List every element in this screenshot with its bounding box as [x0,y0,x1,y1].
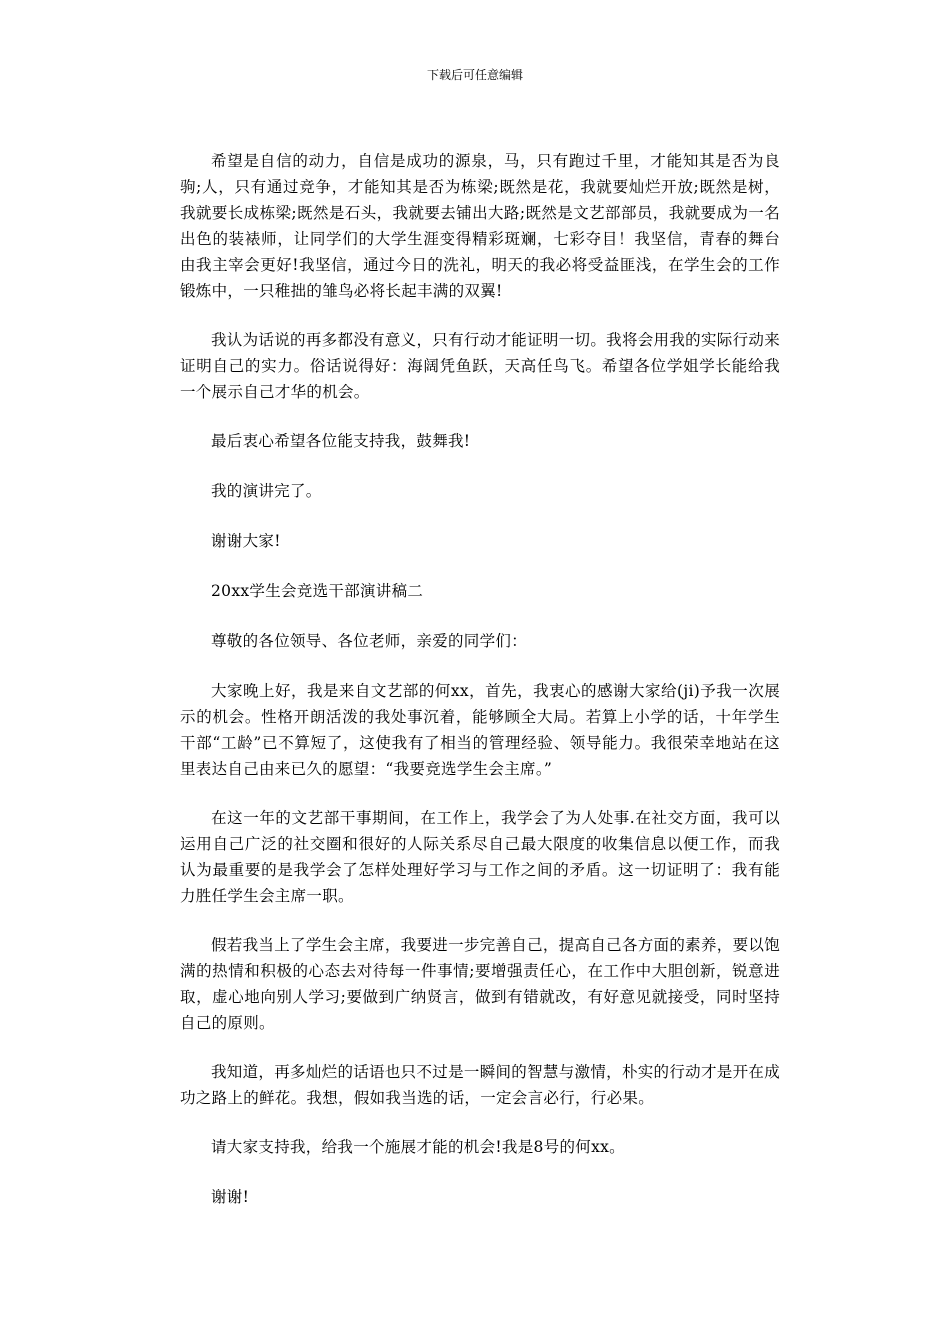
paragraph-hope: 希望是自信的动力，自信是成功的源泉，马，只有跑过千里，才能知其是否为良驹;人，只有通过竞争，才能知其是否为栋梁;既然是花，我就要灿烂开放;既然是树，我就要长成栋梁;既然是石头，我就要去铺出大路;既然是文艺部部员，我就要成为一名出色的装裱师，让同学们的大学生涯变得精彩斑斓，七彩夺目！我坚信，青春的舞台由我主宰会更好!我坚信，通过今日的洗礼，明天的我必将受益匪浅，在学生会的工作锻炼中，一只稚拙的雏鸟必将长起丰满的双翼! [180,152,780,300]
paragraph-salutation: 尊敬的各位领导、各位老师，亲爱的同学们： [211,632,528,650]
paragraph-speech-end: 我的演讲完了。 [211,482,322,500]
document-body [180,148,780,1234]
paragraph-experience: 在这一年的文艺部干事期间，在工作上，我学会了为人处事.在社交方面，我可以运用自己广泛的社交圈和很好的人际关系尽自己最大限度的收集信息以便工作，而我认为最重要的是我学会了怎样处理好学习与工作之间的矛盾。这一切证明了：我有能力胜任学生会主席一职。 [180,809,780,905]
paragraph-commitment: 我知道，再多灿烂的话语也只不过是一瞬间的智慧与激情，朴实的行动才是开在成功之路上的鲜花。我想，假如我当选的话，一定会言必行，行必果。 [180,1063,780,1107]
paragraph-thanks: 谢谢! [211,1188,250,1206]
paragraph-request: 请大家支持我，给我一个施展才能的机会!我是8号的何xx。 [211,1138,625,1156]
paragraph-action: 我认为话说的再多都没有意义，只有行动才能证明一切。我将会用我的实际行动来证明自己的实力。俗话说得好：海阔凭鱼跃，天高任鸟飞。希望各位学姐学长能给我一个展示自己才华的机会。 [180,331,780,401]
paragraph-introduction: 大家晚上好，我是来自文艺部的何xx，首先，我衷心的感谢大家给(ji)予我一次展示的机会。性格开朗活泼的我处事沉着，能够顾全大局。若算上小学的话，十年学生干部“工龄”已不算短了，这使我有了相当的管理经验、领导能力。我很荣幸地站在这里表达自己由来已久的愿望：“我要竞选学生会主席。” [180,682,780,778]
paragraph-support: 最后衷心希望各位能支持我，鼓舞我! [211,432,471,450]
section-title: 20xx学生会竞选干部演讲稿二 [211,582,424,600]
paragraph-plans: 假若我当上了学生会主席，我要进一步完善自己，提高自己各方面的素养，要以饱满的热情和积极的心态去对待每一件事情;要增强责任心，在工作中大胆创新，锐意进取，虚心地向别人学习;要做到广纳贤言，做到有错就改，有好意见就接受，同时坚持自己的原则。 [180,936,780,1032]
paragraph-thanks-all: 谢谢大家! [211,532,281,550]
page-header: 下载后可任意编辑 [426,68,523,82]
